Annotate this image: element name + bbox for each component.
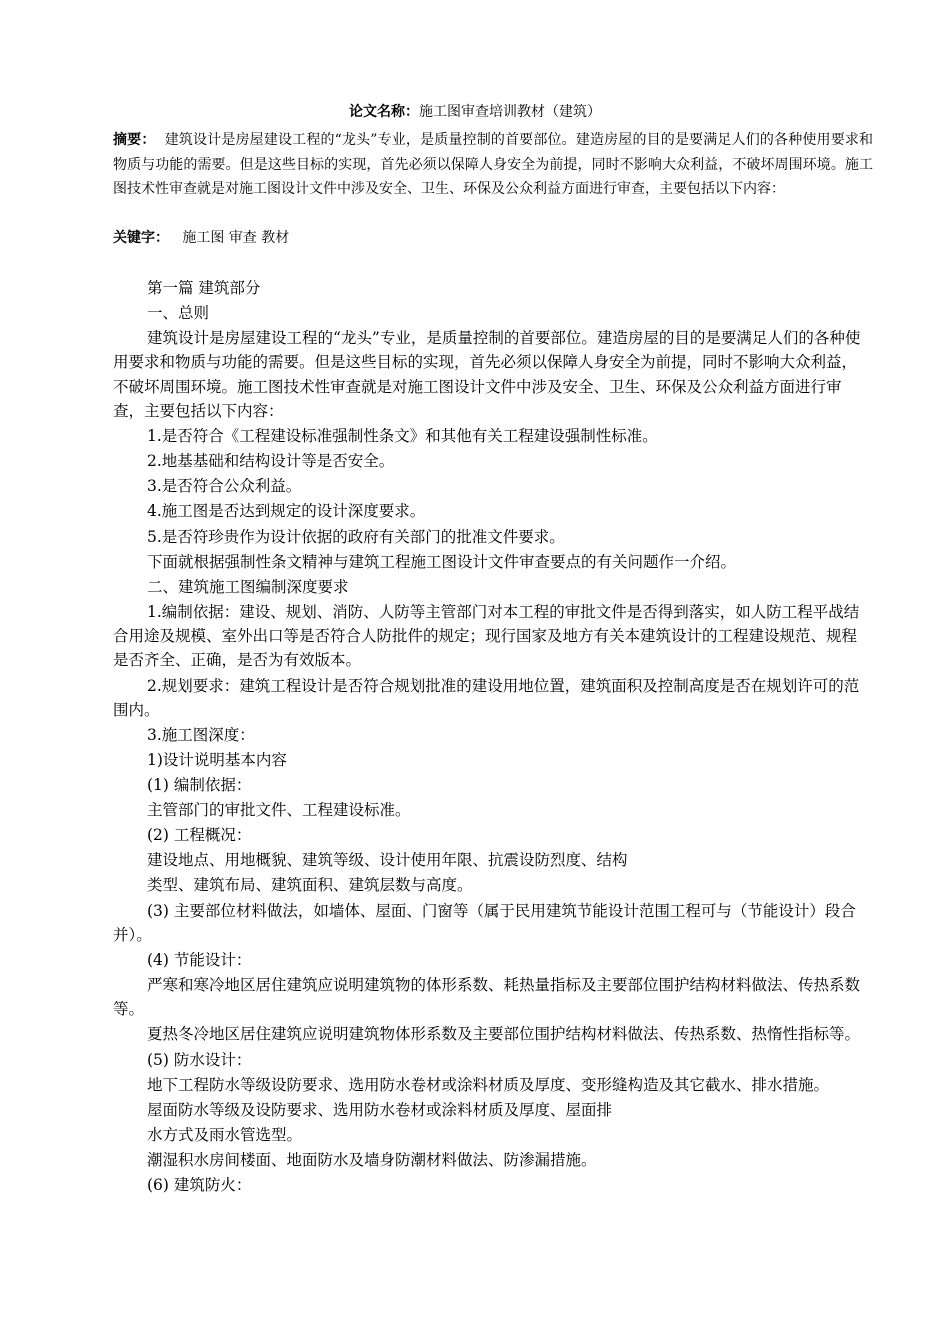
body-paragraph: 夏热冬冷地区居住建筑应说明建筑物体形系数及主要部位围护结构材料做法、传热系数、热惰性指标等。 [147, 1025, 861, 1044]
body-paragraph: (3) 主要部位材料做法，如墙体、屋面、门窗等（属于民用建筑节能设计范围工程可与（节能设计）段合并）。 [113, 901, 856, 944]
list-item: 4.施工图是否达到规定的设计深度要求。 [147, 502, 426, 521]
body-paragraph: 主管部门的审批文件、工程建设标准。 [147, 801, 411, 820]
body-paragraph: 下面就根据强制性条文精神与建筑工程施工图设计文件审查要点的有关问题作一介绍。 [147, 552, 737, 571]
subheading: 3.施工图深度： [147, 725, 255, 744]
body-paragraph: 水方式及雨水管选型。 [147, 1125, 303, 1144]
chapter-heading: 二、建筑施工图编制深度要求 [147, 577, 349, 596]
paper-title-label: 论文名称： [349, 104, 419, 120]
section-heading: 第一篇 建筑部分 [147, 279, 261, 297]
list-item: 3.是否符合公众利益。 [147, 477, 302, 496]
abstract [113, 128, 873, 202]
body-paragraph: 1.编制依据：建设、规划、消防、人防等主管部门对本工程的审批文件是否得到落实，如人防工程平战结合用途及规模、室外出口等是否符合人防批件的规定；现行国家及地方有关本建筑设计的工程建设规范、规程是否齐全、正确，是否为有效版本。 [113, 602, 860, 670]
keywords-label: 关键字： [113, 230, 169, 246]
body-paragraph: 严寒和寒冷地区居住建筑应说明建筑物的体形系数、耗热量指标及主要部位围护结构材料做法、传热系数等。 [113, 976, 861, 1019]
keywords-text: 施工图 审查 教材 [182, 230, 290, 246]
document-body [113, 276, 865, 1198]
body-paragraph: 类型、建筑布局、建筑面积、建筑层数与高度。 [147, 876, 473, 895]
paper-title [0, 102, 950, 122]
abstract-label: 摘要： [113, 132, 156, 148]
body-paragraph: 建设地点、用地概貌、建筑等级、设计使用年限、抗震设防烈度、结构 [147, 851, 628, 870]
subheading: (6) 建筑防火： [147, 1176, 252, 1194]
chapter-heading: 一、总则 [147, 304, 210, 323]
subheading: (2) 工程概况： [147, 826, 252, 845]
list-item: 5.是否符珍贵作为设计依据的政府有关部门的批准文件要求。 [147, 527, 565, 546]
list-item: 1.是否符合《工程建设标准强制性条文》和其他有关工程建设强制性标准。 [147, 427, 658, 446]
body-paragraph: 屋面防水等级及设防要求、选用防水卷材或涂料材质及厚度、屋面排 [147, 1100, 613, 1119]
keywords [113, 228, 873, 248]
body-paragraph: 2.规划要求：建筑工程设计是否符合规划批准的建设用地位置，建筑面积及控制高度是否在规划许可的范围内。 [113, 676, 860, 719]
subheading: 1)设计说明基本内容 [147, 751, 287, 769]
abstract-text: 建筑设计是房屋建设工程的“龙头”专业，是质量控制的首要部位。建造房屋的目的是要满足人们的各种使用要求和物质与功能的需要。但是这些目标的实现，首先必须以保障人身安全为前提，同时不影响大众利益，不破坏周围环境。施工图技术性审查就是对施工图设计文件中涉及安全、卫生、环保及公众利益方面进行审查，主要包括以下内容： [113, 132, 874, 197]
body-paragraph: 地下工程防水等级设防要求、选用防水卷材或涂料材质及厚度、变形缝构造及其它截水、排水措施。 [147, 1075, 830, 1094]
list-item: 2.地基基础和结构设计等是否安全。 [147, 452, 395, 471]
body-paragraph: 潮湿积水房间楼面、地面防水及墙身防潮材料做法、防渗漏措施。 [147, 1150, 597, 1169]
paper-title-value: 施工图审查培训教材（建筑） [419, 104, 601, 120]
subheading: (4) 节能设计： [147, 950, 252, 969]
subheading: (1) 编制依据： [147, 776, 252, 795]
body-paragraph: 建筑设计是房屋建设工程的“龙头”专业，是质量控制的首要部位。建造房屋的目的是要满足人们的各种使用要求和物质与功能的需要。但是这些目标的实现，首先必须以保障人身安全为前提，同时不影响大众利益，不破坏周围环境。施工图技术性审查就是对施工图设计文件中涉及安全、卫生、环保及公众利益方面进行审查，主要包括以下内容： [113, 329, 861, 421]
subheading: (5) 防水设计： [147, 1050, 252, 1069]
